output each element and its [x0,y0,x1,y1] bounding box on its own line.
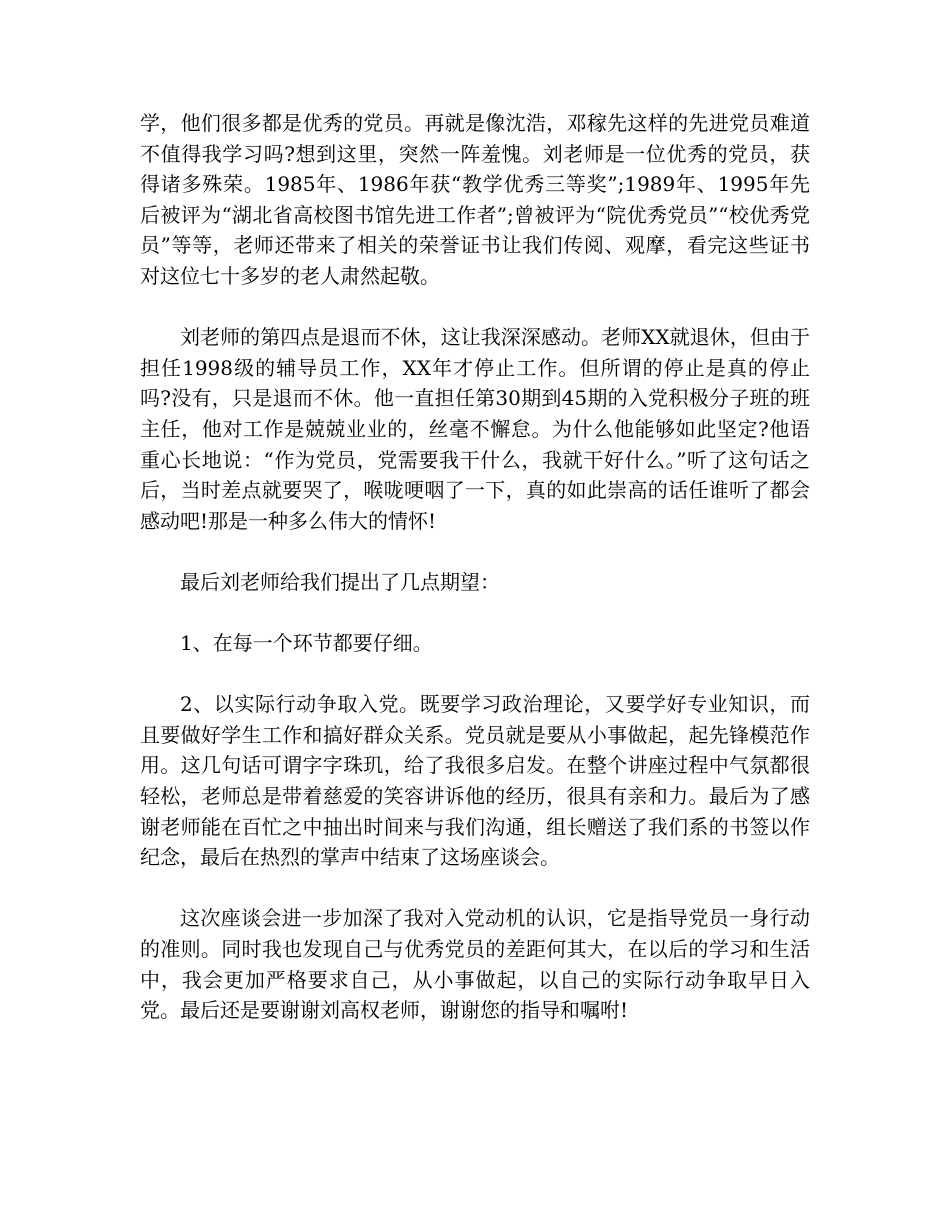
paragraph-expectation-2: 2、以实际行动争取入党。既要学习政治理论，又要学好专业知识，而且要做好学生工作和搞好群众关系。党员就是要从小事做起，起先锋模范作用。这几句话可谓字字珠玑，给了我很多启发。在整个讲座过程中气氛都很轻松，老师总是带着慈爱的笑容讲诉他的经历，很具有亲和力。最后为了感谢老师能在百忙之中抽出时间来与我们沟通，组长赠送了我们系的书签以作纪念，最后在热烈的掌声中结束了这场座谈会。 [140,692,810,870]
paragraph-expectation-1: 1、在每一个环节都要仔细。 [180,631,433,656]
paragraph-conclusion: 这次座谈会进一步加深了我对入党动机的认识，它是指导党员一身行动的准则。同时我也发现自己与优秀党员的差距何其大，在以后的学习和生活中，我会更加严格要求自己，从小事做起，以自己的实际行动争取早日入党。最后还是要谢谢刘高权老师，谢谢您的指导和嘱咐! [140,906,810,1023]
paragraph-expectations-intro: 最后刘老师给我们提出了几点期望： [180,569,500,594]
paragraph-honors: 学，他们很多都是优秀的党员。再就是像沈浩，邓稼先这样的先进党员难道不值得我学习吗?想到这里，突然一阵羞愧。刘老师是一位优秀的党员，获得诸多殊荣。1985年、1986年获“教学优秀三等奖”;1989年、1995年先后被评为“湖北省高校图书馆先进工作者”;曾被评为“院优秀党员”“校优秀党员”等等，老师还带来了相关的荣誉证书让我们传阅、观摩，看完这些证书对这位七十多岁的老人肃然起敬。 [140,111,810,288]
paragraph-retired-but-working: 刘老师的第四点是退而不休，这让我深深感动。老师XX就退休，但由于担任1998级的辅导员工作，XX年才停止工作。但所谓的停止是真的停止吗?没有，只是退而不休。他一直担任第30期到45期的入党积极分子班的班主任，他对工作是兢兢业业的，丝毫不懈怠。为什么他能够如此坚定?他语重心长地说：“作为党员，党需要我干什么，我就干好什么。”听了这句话之后，当时差点就要哭了，喉咙哽咽了一下，真的如此崇高的话任谁听了都会感动吧!那是一种多么伟大的情怀! [140,325,810,533]
document-page [140,108,810,1056]
